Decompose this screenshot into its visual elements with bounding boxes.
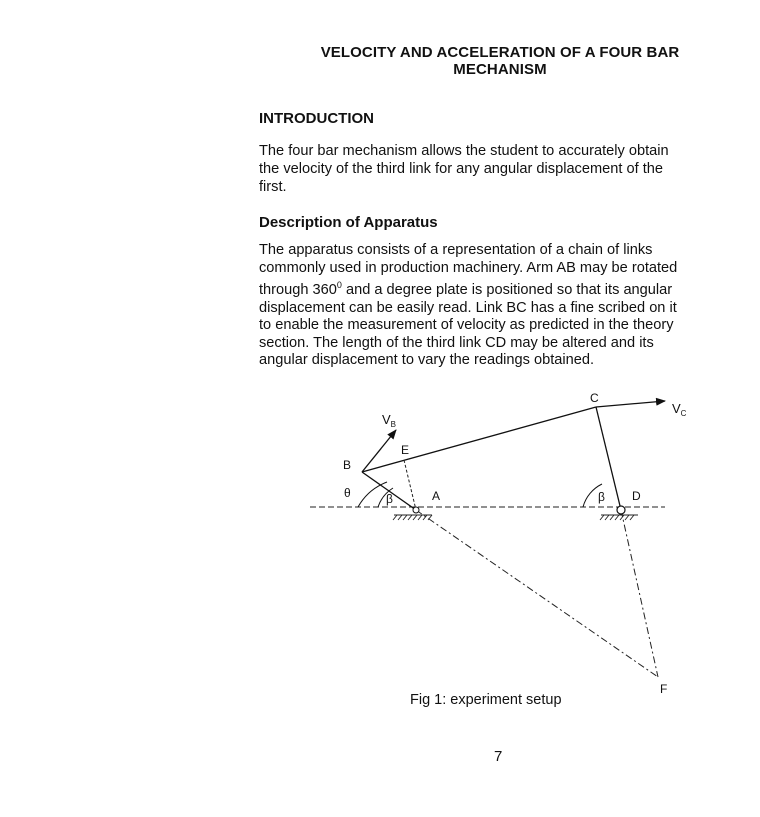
- apparatus-line-text: and a degree plate is positioned so that its angular: [341, 282, 673, 299]
- pivot-d: [617, 506, 625, 514]
- apparatus-line: commonly used in production machinery. Arm AB may be rotated: [259, 259, 678, 276]
- ground-support-d: [600, 515, 638, 520]
- page-number: 7: [494, 748, 503, 765]
- apparatus-line: The apparatus consists of a representation of a chain of links: [259, 242, 653, 258]
- apparatus-heading: Description of Apparatus: [259, 214, 438, 231]
- page-title-line-2: MECHANISM: [453, 61, 547, 78]
- label-a: A: [432, 489, 441, 503]
- introduction-line: The four bar mechanism allows the student to accurately obtain: [259, 143, 669, 159]
- degree-superscript: 0: [336, 280, 342, 291]
- label-vb: $V_B$: [382, 412, 397, 429]
- label-d: D: [632, 489, 641, 503]
- page-title-line-1: VELOCITY AND ACCELERATION OF A FOUR BAR: [320, 44, 680, 61]
- label-beta-left: β: [386, 492, 393, 506]
- label-c: C: [590, 391, 599, 405]
- label-e: E: [401, 443, 410, 457]
- ground-support-a: [393, 515, 432, 520]
- pivot-a: [413, 507, 419, 513]
- introduction-heading: INTRODUCTION: [259, 110, 374, 127]
- label-beta-right: β: [598, 490, 605, 504]
- label-f: F: [660, 682, 668, 696]
- apparatus-line: section. The length of the third link CD may be altered and its: [259, 334, 654, 351]
- velocity-vb-arrow: [362, 430, 396, 472]
- figure-caption: Fig 1: experiment setup: [410, 692, 562, 708]
- apparatus-line: to enable the measurement of velocity as predicted in the theory: [259, 317, 674, 334]
- apparatus-line: displacement can be easily read. Link BC has a fine scribed on it: [259, 299, 677, 316]
- apparatus-line: angular displacement to vary the readings obtained.: [259, 352, 595, 369]
- introduction-line: first.: [259, 179, 287, 195]
- line-df: [621, 510, 658, 677]
- label-theta: θ: [344, 486, 351, 500]
- label-b: B: [343, 458, 352, 472]
- link-bc: [362, 407, 596, 472]
- introduction-line: the velocity of the third link for any angular displacement of the: [259, 161, 663, 177]
- velocity-vc-arrow: [596, 401, 665, 407]
- label-vc: $V_C$: [672, 401, 687, 418]
- apparatus-line-text: through 360: [259, 282, 337, 299]
- line-af: [416, 510, 658, 677]
